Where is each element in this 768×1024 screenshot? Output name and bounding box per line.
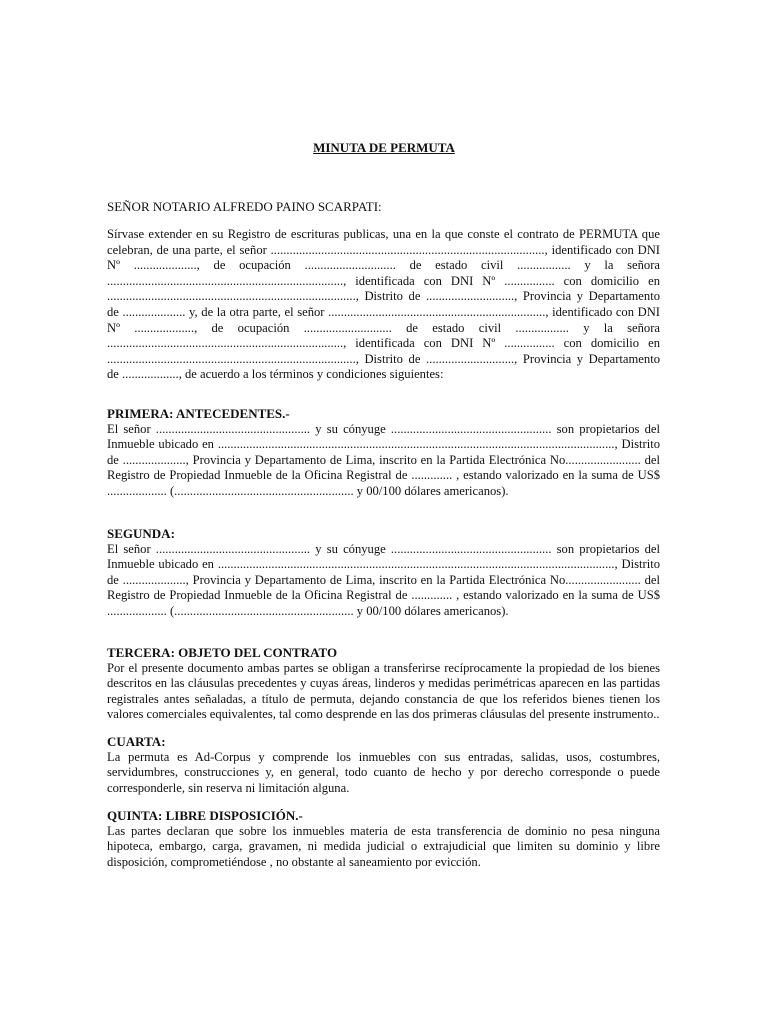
clause-heading: SEGUNDA: bbox=[107, 526, 175, 541]
clause-cuarta bbox=[107, 734, 660, 796]
addressee: SEÑOR NOTARIO ALFREDO PAINO SCARPATI: bbox=[107, 199, 382, 214]
intro-text: Sírvase extender en su Registro de escrituras publicas, una en la que conste el contrato de PERMUTA que celebran, de una parte, el señor ......................................................................................., identificado con DNI Nº ...................., de ocupación ............................. de estado civil ................. y la señora ..........................................................................., identificada con DNI Nº ................ con domicilio en ..............................................................................., Distrito de ............................, Provincia y Departamento de .................... y, de la otra parte, el señor ....................................................................., identificado con DNI Nº ..................., de ocupación ............................ de estado civil ................. y la señora ..........................................................................., identificada con DNI Nº ................ con domicilio en ..............................................................................., Distrito de ............................, Provincia y Departamento de .................., de acuerdo a los términos y condiciones siguientes: bbox=[107, 227, 660, 382]
clause-body: El señor ................................................. y su cónyuge ................................................... son propietarios del Inmueble ubicado en .............................................................................................................................., Distrito de ...................., Provincia y Departamento de Lima, inscrito en la Partida Electrónica No........................ del Registro de Propiedad Inmueble de la Oficina Registral de ............. , estando valorizado en la suma de US$ ................... (......................................................... y 00/100 dólares americanos). bbox=[107, 421, 660, 498]
clause-body: El señor ................................................. y su cónyuge ................................................... son propietarios del Inmueble ubicado en .............................................................................................................................., Distrito de ...................., Provincia y Departamento de Lima, inscrito en la Partida Electrónica No........................ del Registro de Propiedad Inmueble de la Oficina Registral de ............. , estando valorizado en la suma de US$ ................... (......................................................... y 00/100 dólares americanos). bbox=[107, 541, 660, 618]
clause-tercera bbox=[107, 645, 660, 723]
clause-heading: PRIMERA: ANTECEDENTES.- bbox=[107, 406, 290, 421]
intro-paragraph bbox=[107, 227, 660, 383]
clause-primera bbox=[107, 406, 660, 500]
document-title: MINUTA DE PERMUTA bbox=[313, 140, 455, 155]
clause-quinta bbox=[107, 808, 660, 870]
clause-body: Por el presente documento ambas partes se obligan a transferirse recíprocamente la propiedad de los bienes descritos en las cláusulas precedentes y cuyas áreas, linderos y medidas perimétricas aparecen en las partidas registrales antes señaladas, a título de permuta, dejando constancia de que los referidos bienes tienen los valores comerciales equivalentes, tal como desprende en las dos primeras cláusulas del presente instrumento.. bbox=[107, 660, 660, 722]
clause-heading: TERCERA: OBJETO DEL CONTRATO bbox=[107, 645, 338, 660]
clause-heading: CUARTA: bbox=[107, 734, 166, 749]
clause-heading: QUINTA: LIBRE DISPOSICIÓN.- bbox=[107, 808, 303, 823]
clause-segunda bbox=[107, 526, 660, 620]
clause-body: La permuta es Ad-Corpus y comprende los inmuebles con sus entradas, salidas, usos, costumbres, servidumbres, construcciones y, en general, todo cuanto de hecho y por derecho corresponde o puede corresponderle, sin reserva ni limitación alguna. bbox=[107, 749, 660, 795]
clause-body: Las partes declaran que sobre los inmuebles materia de esta transferencia de dominio no pesa ninguna hipoteca, embargo, carga, gravamen, ni medida judicial o extrajudicial que limiten su dominio y libre disposición, comprometiéndose , no obstante al saneamiento por evicción. bbox=[107, 823, 660, 869]
